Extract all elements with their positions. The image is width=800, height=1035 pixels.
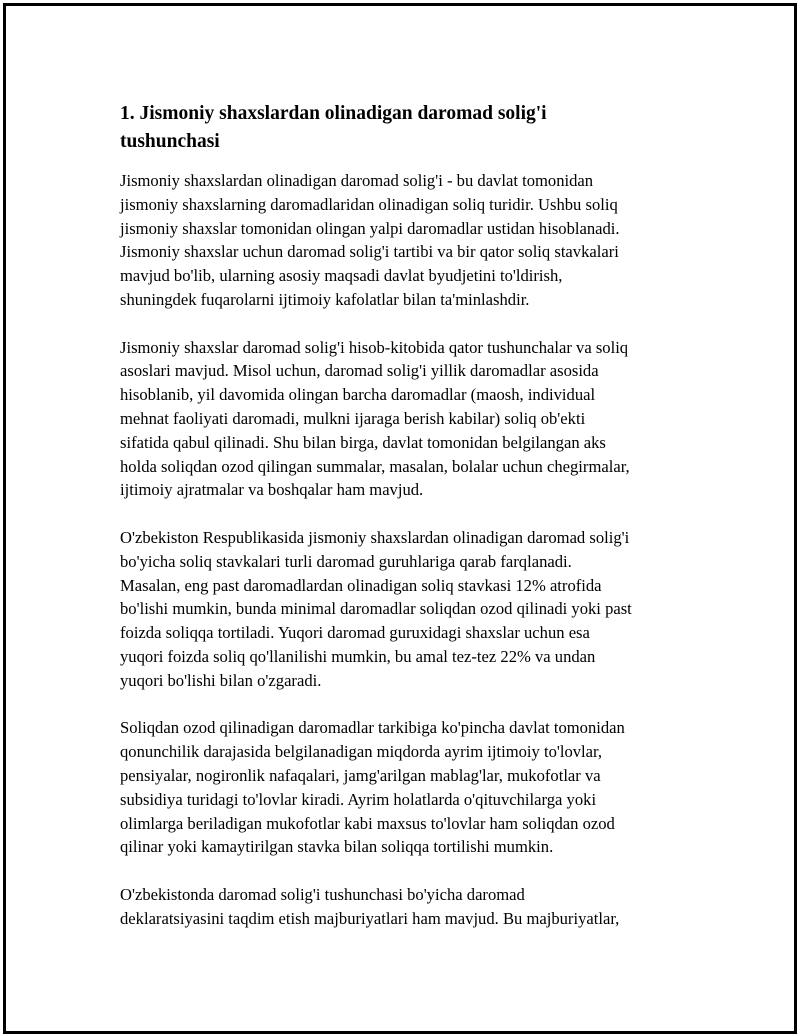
paragraph-line: Jismoniy shaxslar daromad solig'i hisob-kitobida qator tushunchalar va soliq [120,337,629,357]
paragraph-4 [120,716,700,859]
paragraph-line: deklaratsiyasini taqdim etish majburiyatlari ham mavjud. Bu majburiyatlar, [120,908,620,928]
paragraph-line: sifatida qabul qilinadi. Shu bilan birga, davlat tomonidan belgilangan aks [120,432,606,452]
heading-line: 1. Jismoniy shaxslardan olinadigan daromad solig'i [120,103,547,124]
paragraph-line: O'zbekistonda daromad solig'i tushunchasi bo'yicha daromad [120,884,525,904]
paragraph-line: Soliqdan ozod qilinadigan daromadlar tarkibiga ko'pincha davlat tomonidan [120,718,625,738]
paragraph-line: asoslari mavjud. Misol uchun, daromad solig'i yillik daromadlar asosida [120,361,599,381]
paragraph-line: bo'yicha soliq stavkalari turli daromad guruhlariga qarab farqlanadi. [120,551,572,571]
paragraph-line: qilinar yoki kamaytirilgan stavka bilan soliqqa tortilishi mumkin. [120,837,554,857]
paragraph-line: ijtimoiy ajratmalar va boshqalar ham mavjud. [120,480,424,500]
section-heading [120,100,700,156]
paragraph-line: shuningdek fuqarolarni ijtimoiy kafolatlar bilan ta'minlashdir. [120,289,530,309]
paragraph-line: yuqori bo'lishi bilan o'zgaradi. [120,670,322,690]
paragraph-line: pensiyalar, nogironlik nafaqalari, jamg'arilgan mablag'lar, mukofotlar va [120,765,601,785]
paragraph-line: holda soliqdan ozod qilingan summalar, masalan, bolalar uchun chegirmalar, [120,456,630,476]
paragraph-line: hisoblanib, yil davomida olingan barcha daromadlar (maosh, individual [120,385,596,405]
paragraph-line: jismoniy shaxslarning daromadlaridan olinadigan soliq turidir. Ushbu soliq [120,194,618,214]
paragraph-line: foizda soliqqa tortiladi. Yuqori daromad guruxidagi shaxslar uchun esa [120,623,590,643]
paragraph-line: mavjud bo'lib, ularning asosiy maqsadi davlat byudjetini to'ldirish, [120,266,563,286]
paragraph-line: Masalan, eng past daromadlardan olinadigan soliq stavkasi 12% atrofida [120,575,602,595]
paragraph-2 [120,336,700,503]
paragraph-line: jismoniy shaxslar tomonidan olingan yalpi daromadlar ustidan hisoblanadi. [120,218,620,238]
paragraph-3 [120,526,700,693]
paragraph-line: Jismoniy shaxslardan olinadigan daromad solig'i - bu davlat tomonidan [120,171,594,190]
paragraph-line: olimlarga beriladigan mukofotlar kabi maxsus to'lovlar ham soliqdan ozod [120,813,615,833]
paragraph-line: O'zbekiston Respublikasida jismoniy shaxslardan olinadigan daromad solig'i [120,527,630,547]
page-frame [3,3,797,1034]
heading-line: tushunchasi [120,131,220,152]
paragraph-5 [120,883,700,931]
paragraph-line: subsidiya turidagi to'lovlar kiradi. Ayrim holatlarda o'qituvchilarga yoki [120,789,597,809]
document-body [120,100,700,954]
paragraph-line: yuqori foizda soliq qo'llanilishi mumkin, bu amal tez-tez 22% va undan [120,646,596,666]
paragraph-1 [120,169,700,312]
paragraph-line: Jismoniy shaxslar uchun daromad solig'i tartibi va bir qator soliq stavkalari [120,242,619,262]
paragraph-line: mehnat faoliyati daromadi, mulkni ijaraga berish kabilar) soliq ob'ekti [120,408,586,428]
paragraph-line: bo'lishi mumkin, bunda minimal daromadlar soliqdan ozod qilinadi yoki past [120,599,632,619]
paragraph-line: qonunchilik darajasida belgilanadigan miqdorda ayrim ijtimoiy to'lovlar, [120,742,603,762]
